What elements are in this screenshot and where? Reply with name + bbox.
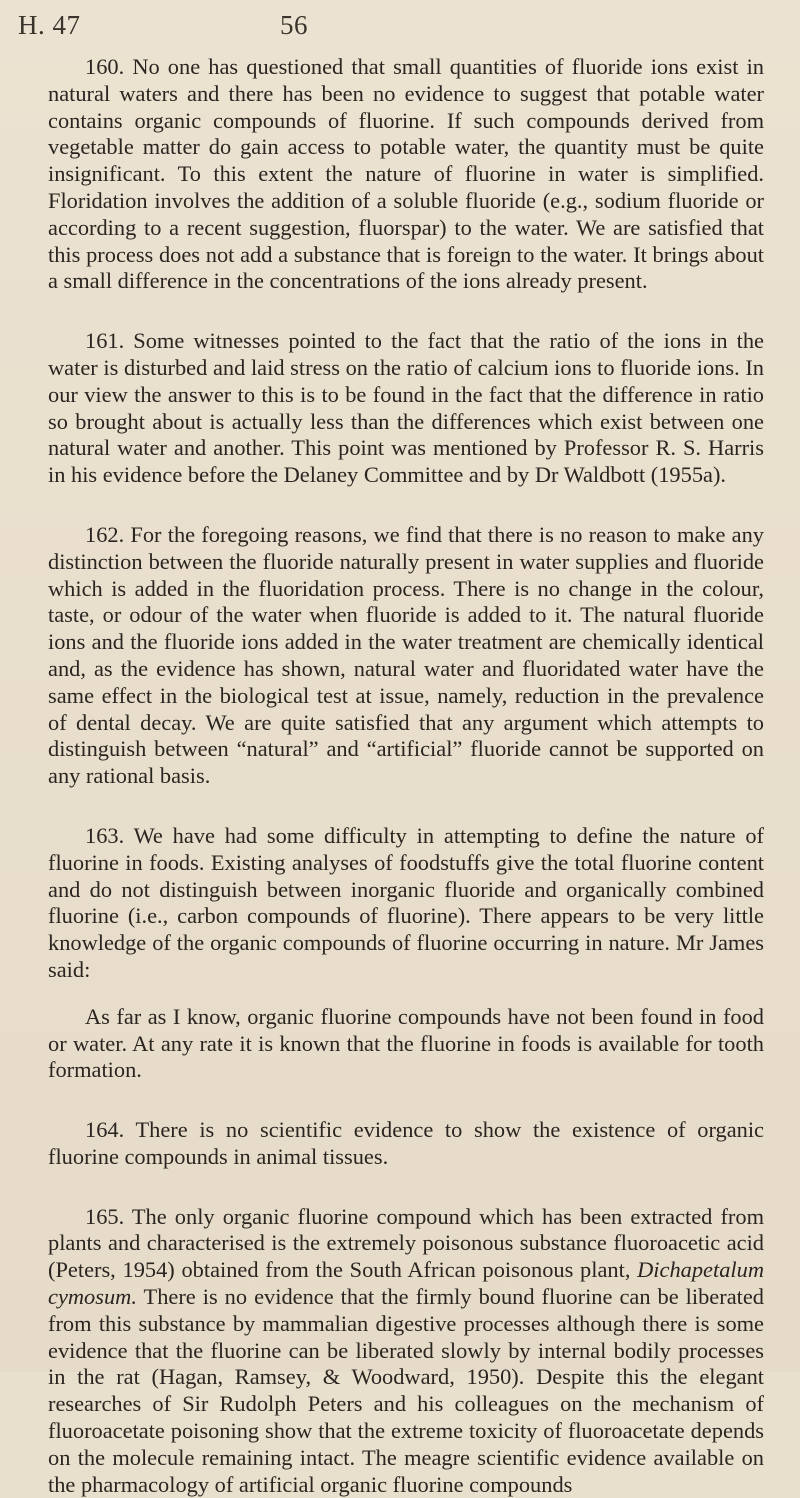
species-name: Dichapetalum cymosum. (48, 1257, 764, 1310)
page-number: 56 (280, 10, 308, 40)
paragraph-165 (48, 1204, 764, 1498)
paragraph-165-rest: There is no evidence that the firmly bound fluorine can be liberated from this substance by mammalian digestive processes although there is some evidence that the fluorine can be liberated slowly by internal bodily processes in the rat (Hagan, Ramsey, & Woodward, 1950). Despite this the elegant researches of Sir Rudolph Peters and his colleagues on the mechanism of fluoroacetate poisoning show that the extreme toxicity of fluoroacetate depends on the molecule remaining intact. The meagre scientific evidence available on the pharmacology of artificial organic fluorine compounds (48, 1284, 764, 1497)
paragraph-164: 164. There is no scientific evidence to show the existence of organic fluorine compounds in animal tissues. (48, 1117, 764, 1169)
paragraph-162: 162. For the foregoing reasons, we find that there is no reason to make any distinction between the fluoride naturally present in water supplies and fluoride which is added in the fluoridation process. There is no change in the colour, taste, or odour of the water when fluoride is added to it. The natural fluoride ions and the fluoride ions added in the water treatment are chemically identical and, as the evidence has shown, natural water and fluoridated water have the same effect in the biological test at issue, namely, reduction in the prevalence of dental decay. We are quite satisfied that any argument which attempts to distinguish between “natural” and “artificial” fluoride cannot be supported on any rational basis. (48, 521, 764, 789)
paragraph-163: 163. We have had some difficulty in attempting to define the nature of fluorine in foods. Existing analyses of foodstuffs give the total fluorine content and do not distinguish between inorganic fluoride and organically combined fluorine (i.e., carbon compounds of fluorine). There appears to be very little knowledge of the organic compounds of fluorine occurring in nature. Mr James said: (48, 822, 764, 982)
body-text (48, 54, 764, 1498)
paragraph-165-lead: 165. The only organic fluorine compound which has been extracted from plants and characterised is the extremely poisonous substance fluoroacetic acid (Peters, 1954) obtained from the South African poisonous plant, (48, 1203, 764, 1283)
quotation-mr-james: As far as I know, organic fluorine compounds have not been found in food or water. At any rate it is known that the fluorine in foods is available for tooth formation. (48, 1003, 764, 1083)
paragraph-161: 161. Some witnesses pointed to the fact that the ratio of the ions in the water is disturbed and laid stress on the ratio of calcium ions to fluoride ions. In our view the answer to this is to be found in the fact that the difference in ratio so brought about is actually less than the differences which exist between one natural water and another. This point was mentioned by Professor R. S. Harris in his evidence before the Delaney Committee and by Dr Waldbott (1955a). (48, 328, 764, 488)
document-reference: H. 47 (18, 10, 81, 40)
paragraph-160: 160. No one has questioned that small quantities of fluoride ions exist in natural waters and there has been no evidence to suggest that potable water contains organic compounds of fluorine. If such compounds derived from vegetable matter do gain access to potable water, the quantity must be quite insignificant. To this extent the nature of fluorine in water is simplified. Floridation involves the addition of a soluble fluoride (e.g., sodium fluoride or according to a recent suggestion, fluorspar) to the water. We are satisfied that this process does not add a substance that is foreign to the water. It brings about a small difference in the concentrations of the ions already present. (48, 54, 764, 294)
page-header (18, 8, 378, 42)
